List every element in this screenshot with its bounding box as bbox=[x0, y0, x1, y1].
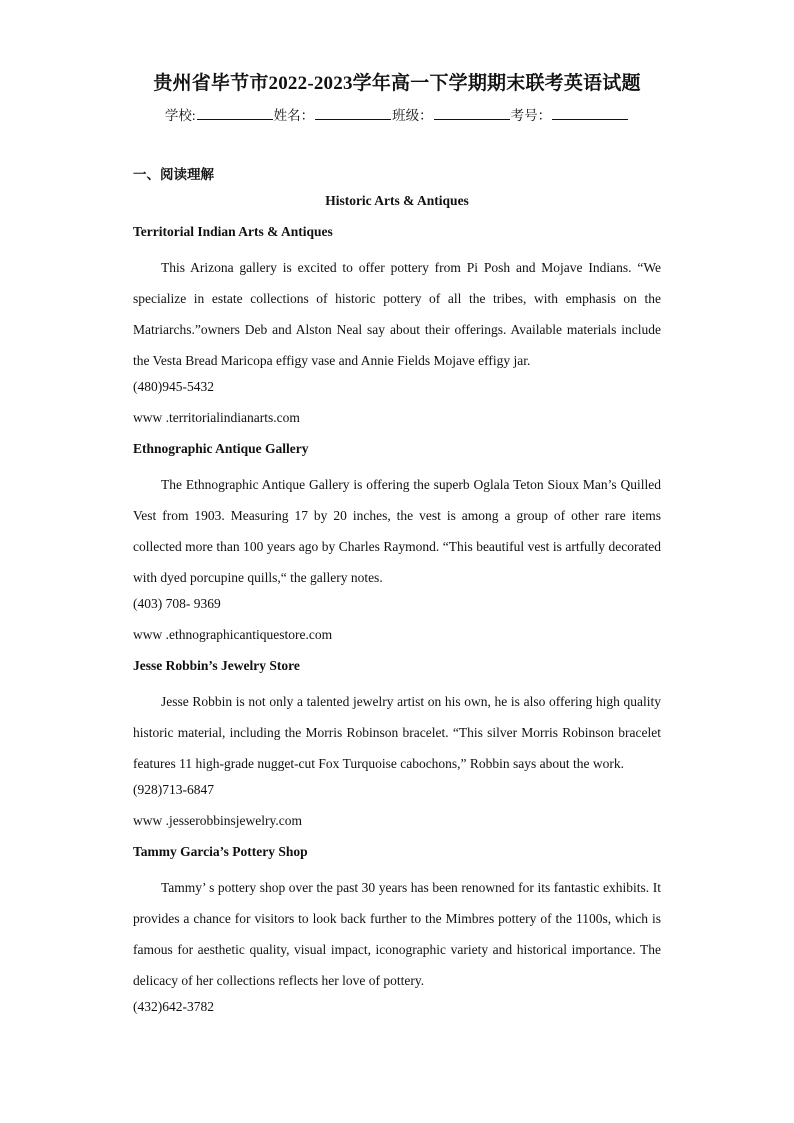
name-blank[interactable] bbox=[315, 107, 391, 120]
ad-text: The Ethnographic Antique Gallery is offering the superb Oglala Teton Sioux Man’s Quilled Vest from 1903. Measuring 17 by 20 inches, the vest is among a group of other rare items collected more than 100 years ago by Charles Raymond. “This beautiful vest is artfully decorated with dyed porcupine quills,“ the gallery notes. bbox=[133, 477, 661, 585]
school-label: 学校: bbox=[164, 108, 196, 123]
article-title: Historic Arts & Antiques bbox=[325, 193, 469, 208]
page-title: 贵州省毕节市2022-2023学年高一下学期期末联考英语试题 bbox=[153, 73, 641, 94]
student-info-row bbox=[0, 104, 794, 124]
ad-text: Tammy’ s pottery shop over the past 30 years has been renowned for its fantastic exhibits. It provides a chance for visitors to look back further to the Mimbres pottery of the 1100s, which is famous for aesthetic quality, visual impact, iconographic variety and historical importance. The delicacy of her collections reflects her love of pottery. bbox=[133, 880, 661, 988]
ad-block bbox=[133, 841, 661, 1027]
ad-text: Jesse Robbin is not only a talented jewelry artist on his own, he is also offering high quality historic material, including the Morris Robinson bracelet. “This silver Morris Robinson bracelet features 11 high-grade nugget-cut Fox Turquoise cabochons,” Robbin says about the work. bbox=[133, 694, 661, 771]
name-label: 姓名： bbox=[273, 108, 315, 123]
class-blank[interactable] bbox=[434, 107, 510, 120]
ad-name: Ethnographic Antique Gallery bbox=[133, 441, 309, 456]
ad-name: Jesse Robbin’s Jewelry Store bbox=[133, 658, 300, 673]
school-blank[interactable] bbox=[197, 107, 273, 120]
exam-number-blank[interactable] bbox=[552, 107, 628, 120]
ad-phone: (403) 708- 9369 bbox=[133, 596, 221, 611]
exam-number-label: 考号： bbox=[510, 108, 552, 123]
ad-phone: (432)642-3782 bbox=[133, 999, 214, 1014]
ad-website: www .jesserobbinsjewelry.com bbox=[133, 813, 302, 828]
ad-name: Territorial Indian Arts & Antiques bbox=[133, 224, 333, 239]
ad-block bbox=[133, 438, 661, 655]
ad-name: Tammy Garcia’s Pottery Shop bbox=[133, 844, 308, 859]
ad-phone: (480)945-5432 bbox=[133, 379, 214, 394]
ad-block bbox=[133, 221, 661, 438]
ad-website: www .ethnographicantiquestore.com bbox=[133, 627, 333, 642]
ad-text: This Arizona gallery is excited to offer pottery from Pi Posh and Mojave Indians. “We specialize in estate collections of historic pottery of all the tribes, with emphasis on the Matriarchs.”owners Deb and Alston Neal say about their offerings. Available materials include the Vesta Bread Maricopa effigy vase and Annie Fields Mojave effigy jar. bbox=[133, 260, 661, 368]
ad-block bbox=[133, 655, 661, 841]
class-label: 班级： bbox=[392, 108, 433, 123]
ad-phone: (928)713-6847 bbox=[133, 782, 214, 797]
reading-section bbox=[133, 164, 661, 1027]
ad-website: www .territorialindianarts.com bbox=[133, 410, 300, 425]
section-heading: 一、阅读理解 bbox=[133, 167, 214, 182]
